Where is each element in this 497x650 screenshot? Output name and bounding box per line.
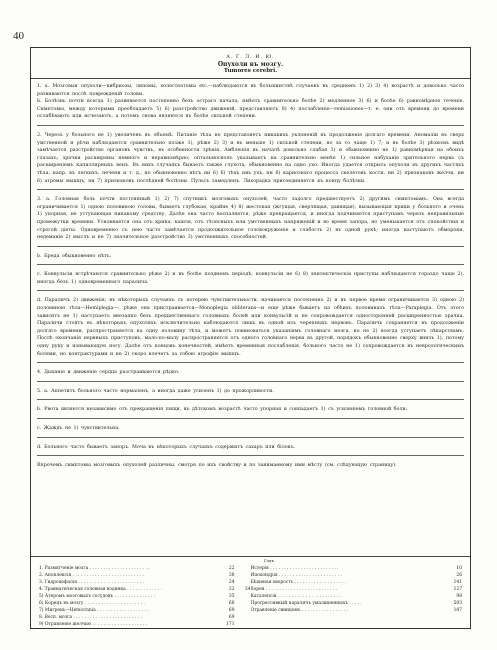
paragraph-3b: b. Бреда обыкновенно нѣтъ. xyxy=(37,253,112,259)
index-page-ref xyxy=(235,614,251,621)
divider xyxy=(37,437,464,438)
index-page-ref: 26 xyxy=(456,573,462,578)
index-page-ref xyxy=(426,565,446,572)
index-row xyxy=(39,586,251,593)
index-left-column xyxy=(39,565,251,628)
index-label: Прогрессивный параличъ умалишенныхъ . . . . . xyxy=(250,601,362,606)
page-frame xyxy=(30,47,471,629)
index-page-ref xyxy=(426,600,446,607)
index-label: 6) Корецъ въ мозгу . . . . . . . . . . . . . . . . . . . . . . xyxy=(39,601,145,606)
index-label: 8. Восп. мозга . . . . . . . . . . . . . . . . . . . . . . . . . xyxy=(39,615,142,620)
index-page-ref: 10 xyxy=(456,566,462,571)
index-page-ref xyxy=(426,586,446,593)
index-page-ref xyxy=(235,565,251,572)
index-page-ref xyxy=(235,572,251,579)
paragraph-5a: 5. а. Аппетитъ больного часто нормаленъ, а иногда даже усиленъ 1) до прожорливости. xyxy=(37,388,274,394)
paragraph-4: 4. Дыханіе и движеніе сердца разстраиваются рѣдко. xyxy=(37,370,180,376)
index-page-ref xyxy=(426,572,446,579)
paragraph-5d: d. Больного часто бываетъ запоръ. Моча въ нѣкоторыхъ случаяхъ содержитъ сахаръ или білокъ. xyxy=(37,444,296,450)
index-label: Ипохондрія . . . . . . . . . . . . . . . . . . . . . . . xyxy=(250,573,342,578)
body-text xyxy=(31,79,470,470)
index-label: 4. Травматическая головная водянка . . . . . . . . . . . . . xyxy=(39,587,163,592)
divider xyxy=(37,381,464,382)
paragraph-3c: c. Конвульсіи встрѣчаются сравнительно рѣже 2) и въ болѣе позднемъ періодѣ; конвульсіи не 6) 8) эпилептическія приступы наблюдаются гораздо чаще 2), иногда безъ 1) одновременнаго паралича. xyxy=(37,272,464,285)
index-row xyxy=(39,621,251,628)
index-page-ref: 66 xyxy=(228,601,235,606)
index-page-ref xyxy=(426,579,446,586)
index-page-ref: 141 xyxy=(453,580,462,585)
index-right-column xyxy=(251,565,463,628)
index-row xyxy=(39,593,251,600)
divider xyxy=(37,290,464,291)
index-row xyxy=(39,579,251,586)
index-page-ref xyxy=(235,621,251,628)
index-row xyxy=(251,579,463,586)
index-label: 7) Мигрень—Hemicrania . . . . . . . . . . . . . . . . . . . xyxy=(39,608,149,613)
index-row xyxy=(251,572,463,579)
index-page-ref: 24 xyxy=(228,580,235,585)
divider xyxy=(37,189,464,190)
divider xyxy=(37,125,464,126)
index-label: Отравленіе свинцомъ . . . . . . . . . . . . . . . . . xyxy=(250,608,349,613)
index-label: Бѣшеная хворость . . . . . . . . . . . . . . . . . . . xyxy=(250,580,347,585)
paragraph-3d: d. Параличъ 2) движенія, въ нѣкоторыхъ случаяхъ съ потерею чувствительности, начинается постепенно 2) и въ первое время ограничивается 3) одною 2) половиною тѣла—Hemiplegia—; рѣже она пристраивается—Monoplegia obliterans—и еще рѣже бываетъ на обѣихъ половинахъ тѣла—Paraplegia. Отъ этого зависитъ не 1) наступаетъ внезапно безъ предшественнаго головныхъ болей или конвульсій и не сопровождается односторонней расширенностью зрачка. Параличи стоятъ въ нѣкоторыхъ опухоляхъ исключительно наблюдаются лишь въ одной изъ черепныхъ нервовъ. Параличъ сохраняется въ продолженіи долгаго времени, распространяется на одну половину тѣла, и можетъ повиноваться указаніямъ головнаго мозга, но не 2) всегда уступаетъ лѣкарствамъ. Послѣ окончанія нервныхъ приступовъ, мало-по-малу распространяется отъ одного головнаго нерва въ другой, порядокъ обыкновенно сверху внизъ 1), потому одну руку и изнывающую ногу. Далѣе отъ концовъ конечностей, имѣетъ временныя послабленія, больного часто не 1) сопровождается въ неврологическимъ болями, но контрактурами и не 2) скоро влечетъ за собою атрофію мышцъ. xyxy=(37,298,464,357)
page-number: 40 xyxy=(13,30,24,42)
index-label: 1. Размягченіе мозга . . . . . . . . . . . . . . . . . . . . . . xyxy=(39,566,150,571)
paragraph-note: Впрочемъ симптомы мозговыхъ опухолей различны, смотря по ихъ свойству и по занимаемому ими мѣсту (см. слѣдующую страницу). xyxy=(37,463,397,469)
divider xyxy=(37,455,464,456)
index-page-ref: 69 xyxy=(228,615,235,620)
divider xyxy=(37,264,464,265)
section-label: А. Г. Л. И. Ю. xyxy=(226,55,275,60)
index-page-ref: 593 xyxy=(453,601,462,606)
paragraph-2: 2. Черезъ у больного не 1) увеличенъ въ объемѣ. Питаніе тѣла не представляетъ никакихъ уклоненій въ продолженіе долгаго времени. Аномаліи въ сверх умственной и рѣчи наблюдаются сравнительно позже 1), рѣже 2) 3) и въ меньше 1) сильной степени, но за то чаще 1) 7; и въ болѣе 3) рѣзкомъ видѣ замѣчается разстройство органовъ чувствъ, въ особенности зрѣнія. Амблюпія въ началѣ довольно слабая 1) и обыкновенно не 1) равномѣрная на обоихъ глазахъ; зрачки расширены немного и неравномѣрно; оптальмоскопъ указываетъ на сравнительно менѣе 1) сильное набуханіе зрительного нерва съ расширеніемъ капиллярныхъ венъ. Въ нихъ случаяхъ бываетъ также глухота, обыкновенно на одно ухо. Иногда удается открыть опухоли въ другихъ частяхъ тѣла, напр. въ легкихъ, печени и т. д., но обыкновенно нѣтъ ни 6) 6) тѣхъ ниь ухъ, ни 6) кариознаго процесса скелетовъ кости, ни 2) признаковъ желчи, ни 6) атромы мышцъ, ни 7) признаковъ послѣдней болѣзни. Пульсъ замедленъ. Лихорадка присоединяется къ концу болѣзни. xyxy=(37,132,464,184)
index-page-ref xyxy=(426,607,446,614)
index-page-ref xyxy=(426,593,446,600)
index-row xyxy=(39,607,251,614)
index-page-ref: 127 xyxy=(453,587,462,592)
index-row xyxy=(39,565,251,572)
paragraph-5c: c. Жаждъ не 1) чувствительна. xyxy=(37,426,120,431)
divider xyxy=(37,362,464,363)
index-page-ref: 22 xyxy=(228,566,235,571)
index-page-ref xyxy=(235,579,251,586)
index-page-ref: 34 xyxy=(244,587,251,592)
index-label: Каталепсія . . . . . . . . . . . . . . . . . . . . . . . xyxy=(250,594,341,599)
title-block xyxy=(31,55,470,74)
index-label: 9) Отравленіе желчью . . . . . . . . . . . . . . . . . . . . xyxy=(39,622,147,627)
index-page-ref: 98 xyxy=(456,594,462,599)
index-page-ref xyxy=(235,593,251,600)
index-row xyxy=(39,614,251,621)
index-row xyxy=(251,600,463,607)
index-page-ref xyxy=(235,600,251,607)
index-page-ref: 22 xyxy=(228,587,235,592)
paragraph-3a: 3. а. Головная боль почти постоянный 1) 2) 7) спутникъ мозговыхъ опухолей, часто задолго предшествуетъ 2) другимъ симптомамъ. Она всегда ограничивается 1) одною половиною головы, бываетъ глубокая, крайне 4) 8) жестокая (жгущая, сверлящая, давящая), вызывающая крики у больного и очень 1) упорная, не уступающая никакому средству. Далѣе она часто воспаляется, рѣже прекращается, и иногда подчиняется приступамъ черезъ неправильные промежутки времени. Усиливается она отъ крика, кашля, отъ тѣлесныхъ или умственныхъ напряженій и во время запора, но уменьшается отъ спокойствія и строгой діеты. Одновременно съ нею часто замѣчается продолжительное головокруженіе и слабость 2) въ одной рукѣ; иногда наступаютъ обмороки, недеманіе 2) мыслъ и не 7) значительное разстройство 3) умственныхъ способностей. xyxy=(37,197,464,241)
index-label: 2. Апоплексія . . . . . . . . . . . . . . . . . . . . . . . . . . xyxy=(39,573,144,578)
paragraph-1b: b. Болѣзнь почти всегда 1) развивается постепенно безъ остраго начала, имѣетъ сравнительно болѣе 2) медленное 3) 6) и болѣе 6) равномѣрное теченіе. Симптомы, между которыми преобладаетъ 5) 6) разстройство движеній, представляютъ 8) 4) послабленіе—remissiones—т. е. они отъ времени до времени ослабѣваютъ или исчезаютъ, а потомъ снова являются въ болѣе сильной степени. xyxy=(37,99,464,120)
index-row xyxy=(251,607,463,614)
divider xyxy=(37,418,464,419)
page-subtitle: Tumores cerebri. xyxy=(223,68,278,74)
index-row xyxy=(251,593,463,600)
index-label: Хорея . . . . . . . . . . . . . . . . . . . . . . . . . . xyxy=(250,587,338,592)
divider xyxy=(37,399,464,400)
index-row xyxy=(251,565,463,572)
paragraph-1a: 1. а. Мозговыя опухоли—кибриозы, липомы, холестеатомы etc.—наблюдаются въ большинствѣ случаевъ въ среднемъ 1) 2) 3) 4) возрастѣ и довольно часто развиваются послѣ поврежденій головы. xyxy=(37,84,464,97)
index-page-ref: 187 xyxy=(453,608,462,613)
index-label: 5) Атеромъ мозговыхъ сосудовъ . . . . . . . . . . . . . . . xyxy=(39,594,155,599)
index-page-ref: 38 xyxy=(228,573,235,578)
index-label: Истерія . . . . . . . . . . . . . . . . . . . . . . . . . xyxy=(250,566,339,571)
index-header: Годъ xyxy=(263,558,274,563)
reference-index xyxy=(31,556,470,628)
divider xyxy=(37,246,464,247)
index-page-ref: 35 xyxy=(228,594,235,599)
paragraph-5b: b. Рвота является независимо отъ прекращенія пищи, въ дѣтскомъ возрастѣ часто упорная и совпадаетъ 1) съ усиленіемъ головной боли. xyxy=(37,407,408,413)
index-row xyxy=(39,600,251,607)
index-page-ref: 171 xyxy=(226,622,235,627)
index-label: 3. Гидроцефалія . . . . . . . . . . . . . . . . . . . . . . . . xyxy=(39,580,145,585)
page-title: Опухоли въ мозгу. xyxy=(217,61,284,68)
index-row xyxy=(251,586,463,593)
index-page-ref xyxy=(235,607,251,614)
index-page-ref: 69 xyxy=(228,608,235,613)
index-row xyxy=(39,572,251,579)
